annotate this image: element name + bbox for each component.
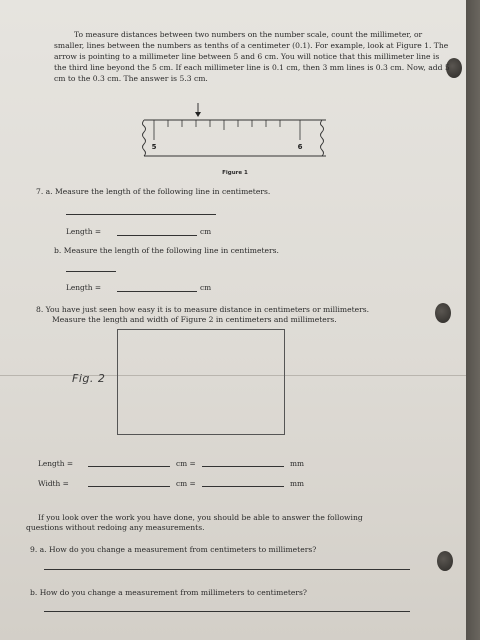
ruler-label-5: 5 bbox=[151, 143, 157, 151]
question-9b-answer-line[interactable] bbox=[44, 611, 410, 612]
question-7a-length-label: Length = bbox=[66, 227, 102, 236]
ruler-ticks bbox=[154, 120, 300, 140]
question-7b-line bbox=[66, 271, 116, 272]
question-8-length-cm-eq: cm = bbox=[176, 459, 196, 468]
question-8-length-mm-blank[interactable] bbox=[202, 466, 284, 467]
question-7a-answer-blank[interactable] bbox=[117, 235, 197, 236]
figure-1 bbox=[140, 100, 330, 180]
punch-hole-middle bbox=[435, 303, 451, 323]
figure-1-caption: Figure 1 bbox=[222, 170, 248, 176]
question-8-length-cm-blank[interactable] bbox=[88, 466, 170, 467]
question-7a-line bbox=[66, 214, 216, 215]
question-7b-text: b. Measure the length of the following line in centimeters. bbox=[54, 246, 279, 255]
question-8-length-label: Length = bbox=[38, 459, 74, 468]
question-8-width-cm-eq: cm = bbox=[176, 479, 196, 488]
question-7b-answer-blank[interactable] bbox=[117, 291, 197, 292]
question-7a-text: 7. a. Measure the length of the following line in centimeters. bbox=[36, 187, 271, 196]
figure-2-rectangle bbox=[117, 329, 285, 435]
question-7b-length-label: Length = bbox=[66, 283, 102, 292]
intro-paragraph: To measure distances between two numbers on the number scale, count the millimeter, or smaller, lines between the numbers as tenths of a centimeter (0.1). For example, look at Figure 1. The arrow is pointing to a millimeter line between 5 and 6 cm. You will notice that this millimeter line is the third line beyond the 5 cm. If each millimeter line is 0.1 cm, then 3 mm lines is 0.3 cm. Now, add 5 cm to the 0.3 cm. The answer is 5.3 cm. bbox=[54, 30, 450, 83]
ruler-label-6: 6 bbox=[297, 143, 303, 151]
question-9a-answer-line[interactable] bbox=[44, 569, 410, 570]
question-8-length-mm-unit: mm bbox=[290, 459, 305, 468]
summary-line1: If you look over the work you have done, you should be able to answer the following bbox=[38, 513, 363, 522]
question-8-width-mm-blank[interactable] bbox=[202, 486, 284, 487]
summary-line2: questions without redoing any measurements. bbox=[26, 523, 205, 532]
figure-2-handwritten-label: Fig. 2 bbox=[72, 372, 106, 385]
ruler-left-break bbox=[143, 120, 146, 156]
question-8-width-cm-blank[interactable] bbox=[88, 486, 170, 487]
question-8-width-label: Width = bbox=[38, 479, 69, 488]
question-7a-unit: cm bbox=[200, 227, 212, 236]
question-8-width-mm-unit: mm bbox=[290, 479, 305, 488]
question-7b-unit: cm bbox=[200, 283, 212, 292]
question-8-line1: 8. You have just seen how easy it is to measure distance in centimeters or millimeters. bbox=[36, 305, 370, 314]
question-9b-text: b. How do you change a measurement from millimeters to centimeters? bbox=[30, 588, 307, 597]
question-8-line2: Measure the length and width of Figure 2 in centimeters and millimeters. bbox=[52, 315, 337, 324]
ruler-right-break bbox=[321, 120, 324, 156]
ruler-figure bbox=[140, 100, 330, 170]
punch-hole-bottom bbox=[437, 551, 453, 571]
arrow-head bbox=[195, 112, 201, 117]
question-9a-text: 9. a. How do you change a measurement from centimeters to millimeters? bbox=[30, 545, 317, 554]
